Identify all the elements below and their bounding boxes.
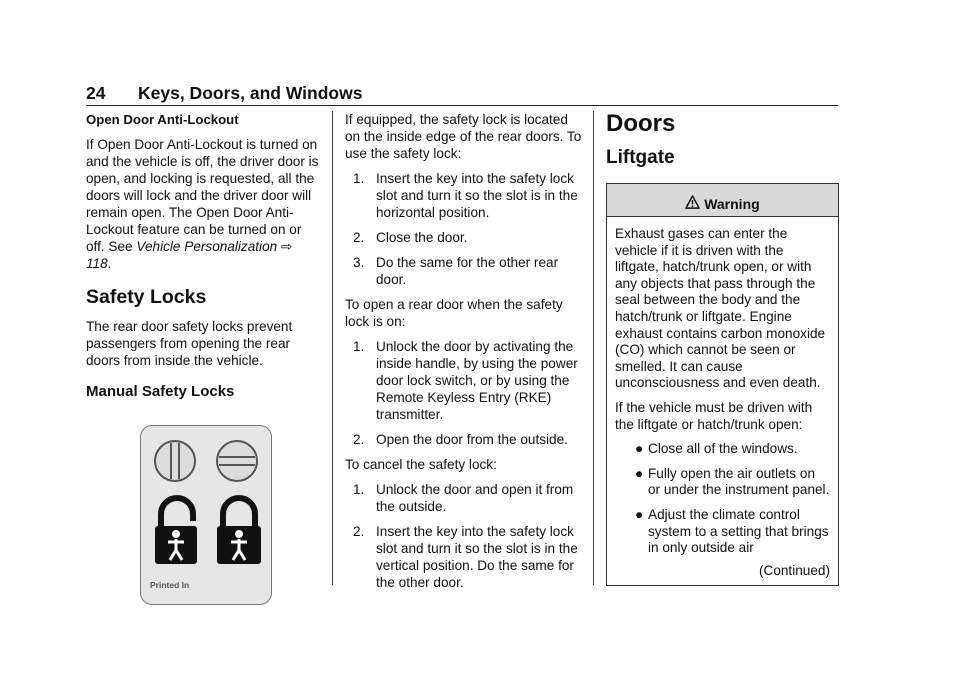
warning-body <box>607 217 838 585</box>
bullet-text: Fully open the air outlets on or under the instrument panel. <box>648 465 830 498</box>
manual-safety-locks-heading: Manual Safety Locks <box>86 383 235 400</box>
list-item <box>345 523 583 591</box>
step-number: 1. <box>353 339 365 354</box>
bullet-text: Adjust the climate control system to a setting that brings in only outside air <box>648 506 829 556</box>
list-item <box>345 431 583 448</box>
figure-caption: Printed In <box>150 580 190 590</box>
column-divider-1 <box>332 111 333 585</box>
child-lock-open-icon <box>155 498 197 564</box>
section-title: Keys, Doors, and Windows <box>138 83 363 103</box>
open-door-steps <box>345 338 583 448</box>
step-text: Unlock the door and open it from the outside. <box>376 482 574 514</box>
anti-lockout-paragraph <box>86 136 321 272</box>
warning-header <box>607 184 838 217</box>
lock-slot-horizontal-icon <box>217 441 257 481</box>
list-item <box>345 481 583 515</box>
continued-label: (Continued) <box>758 562 830 578</box>
open-door-intro: To open a rear door when the safety lock is on: <box>345 297 563 329</box>
vehicle-personalization-page[interactable]: 118 <box>86 256 108 271</box>
vehicle-personalization-ref[interactable]: Vehicle Personalization <box>136 239 278 254</box>
list-item <box>345 254 583 288</box>
bullet: ● <box>635 465 644 481</box>
step-text: Open the door from the outside. <box>376 432 568 447</box>
step-number: 1. <box>353 171 365 186</box>
list-item <box>345 229 583 246</box>
child-lock-closed-icon <box>217 498 261 564</box>
step-text: Insert the key into the safety lock slot and turn it so the slot is in the horizontal position. <box>376 171 578 220</box>
step-text: Unlock the door by activating the inside handle, by using the power door lock switch, or by using the Remote Keyless Entry (RKE) transmitter. <box>376 339 578 422</box>
list-item <box>615 466 830 499</box>
page-ref-icon: ⇨ <box>280 239 293 254</box>
cancel-lock-intro: To cancel the safety lock: <box>345 457 497 472</box>
list-item <box>615 507 830 557</box>
step-text: Close the door. <box>376 230 468 245</box>
safety-lock-label-figure <box>140 425 272 605</box>
bullet: ● <box>635 506 644 522</box>
step-number: 2. <box>353 524 365 539</box>
doors-heading: Doors <box>606 110 676 137</box>
column-3 <box>606 111 839 586</box>
step-text: Do the same for the other rear door. <box>376 255 559 287</box>
anti-lockout-text: If Open Door Anti-Lockout is turned on and the vehicle is off, the driver door is open, and locking is requested, all the doors will lock and the driver door will remain open. The Open Door Anti-Lockout feature can be turned on or off. See <box>86 137 319 254</box>
list-item <box>345 170 583 221</box>
use-safety-lock-steps <box>345 170 583 288</box>
step-number: 2. <box>353 230 365 245</box>
liftgate-heading: Liftgate <box>606 147 675 168</box>
anti-lockout-end: . <box>107 256 112 271</box>
lock-slot-vertical-icon <box>155 441 195 481</box>
page-number: 24 <box>86 83 106 103</box>
warning-icon <box>685 195 700 210</box>
warning-label: Warning <box>704 196 760 212</box>
warning-bullets <box>615 441 830 557</box>
bullet-text: Close all of the windows. <box>648 441 798 457</box>
cancel-lock-steps <box>345 481 583 591</box>
safety-locks-heading: Safety Locks <box>86 286 207 308</box>
anti-lockout-heading: Open Door Anti-Lockout <box>86 112 239 127</box>
column-1 <box>86 111 321 605</box>
warning-box <box>606 183 839 586</box>
safety-lock-intro: If equipped, the safety lock is located on the inside edge of the rear doors. To use the safety lock: <box>345 112 582 161</box>
step-text: Insert the key into the safety lock slot and turn it so the slot is in the vertical position. Do the same for the other door. <box>376 524 578 590</box>
column-divider-2 <box>593 111 594 585</box>
step-number: 3. <box>353 255 365 270</box>
bullet: ● <box>635 441 644 457</box>
list-item <box>615 441 830 458</box>
warning-paragraph-1: Exhaust gases can enter the vehicle if it is driven with the liftgate, hatch/trunk open, or with any objects that pass through the seal between the body and the hatch/trunk or liftgate. Engine exhaust contains carbon monoxide (CO) which cannot be seen or smelled. It can cause unconsciousness and even death. <box>615 226 826 391</box>
page-header <box>86 83 838 106</box>
column-2 <box>345 111 583 599</box>
warning-paragraph-2: If the vehicle must be driven with the liftgate or hatch/trunk open: <box>615 399 813 432</box>
safety-locks-text: The rear door safety locks prevent passengers from opening the rear doors from inside the vehicle. <box>86 319 293 368</box>
step-number: 2. <box>353 432 365 447</box>
list-item <box>345 338 583 423</box>
step-number: 1. <box>353 482 365 497</box>
